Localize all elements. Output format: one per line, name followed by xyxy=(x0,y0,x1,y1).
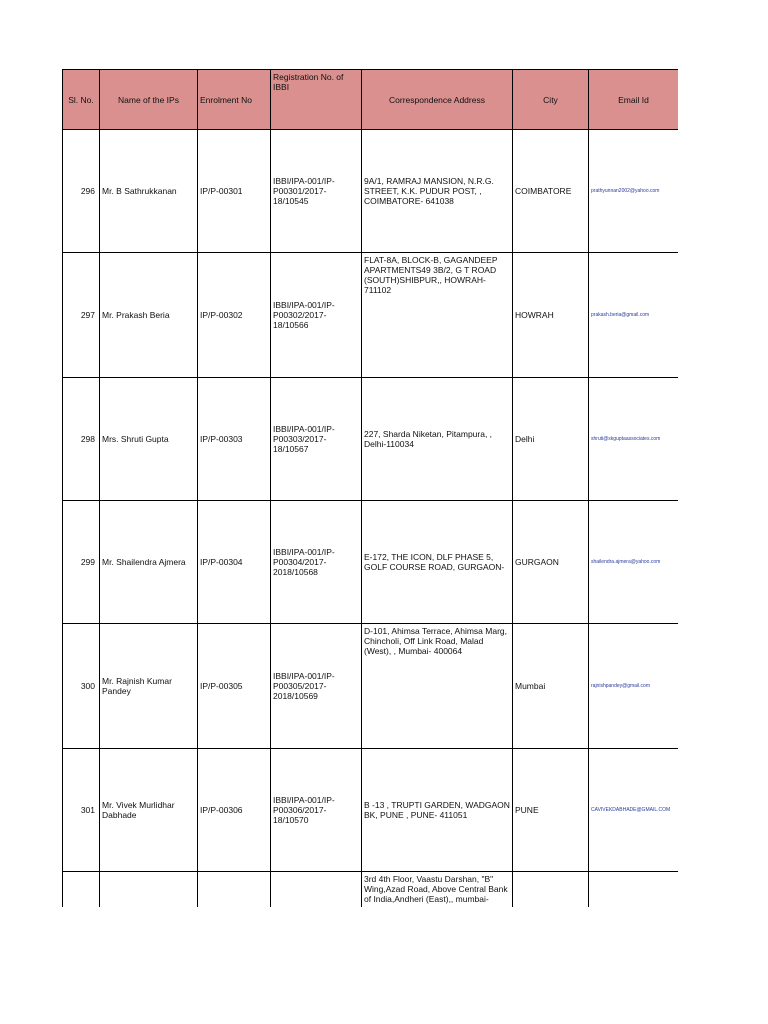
cell-enrolment: IP/P-00301 xyxy=(198,130,271,253)
table-row xyxy=(63,378,679,501)
cell-email[interactable]: CAVIVEKDABHADE@GMAIL.COM xyxy=(589,749,679,872)
cell-sl-no: 299 xyxy=(63,501,100,624)
cell-email[interactable]: prakash.beria@gmail.com xyxy=(589,253,679,378)
cell-sl-no: 296 xyxy=(63,130,100,253)
cell-city: Mumbai xyxy=(513,624,589,749)
header-address: Correspondence Address xyxy=(362,70,513,130)
cell-sl-no: 300 xyxy=(63,624,100,749)
cell-enrolment: IP/P-00304 xyxy=(198,501,271,624)
header-email: Email Id xyxy=(589,70,679,130)
cell-name: Mr. Rajnish Kumar Pandey xyxy=(100,624,198,749)
cell-city: Delhi xyxy=(513,378,589,501)
cell-name: Mr. Vivek Murlidhar Dabhade xyxy=(100,749,198,872)
cell-registration: IBBI/IPA-001/IP-P00302/2017-18/10566 xyxy=(271,253,362,378)
cell-name xyxy=(100,872,198,908)
cell-email[interactable]: rajnishpandey@gmail.com xyxy=(589,624,679,749)
cell-address: B -13 , TRUPTI GARDEN, WADGAON BK, PUNE , PUNE- 411051 xyxy=(362,749,513,872)
cell-enrolment: IP/P-00302 xyxy=(198,253,271,378)
header-name: Name of the IPs xyxy=(100,70,198,130)
cell-registration: IBBI/IPA-001/IP-P00303/2017-18/10567 xyxy=(271,378,362,501)
cell-address: 3rd 4th Floor, Vaastu Darshan, "B" Wing,Azad Road, Above Central Bank of India,Andheri (East),, mumbai- xyxy=(362,872,513,908)
cell-registration: IBBI/IPA-001/IP-P00305/2017-2018/10569 xyxy=(271,624,362,749)
table-row xyxy=(63,253,679,378)
ip-register-sheet xyxy=(62,69,678,907)
cell-city xyxy=(513,872,589,908)
header-city: City xyxy=(513,70,589,130)
cell-address: D-101, Ahimsa Terrace, Ahimsa Marg, Chincholi, Off Link Road, Malad (West), , Mumbai- 400064 xyxy=(362,624,513,749)
cell-enrolment: IP/P-00306 xyxy=(198,749,271,872)
cell-enrolment: IP/P-00303 xyxy=(198,378,271,501)
cell-sl-no: 297 xyxy=(63,253,100,378)
cell-email[interactable]: shailendra.ajmera@yahoo.com xyxy=(589,501,679,624)
cell-registration: IBBI/IPA-001/IP-P00304/2017-2018/10568 xyxy=(271,501,362,624)
ip-register-table xyxy=(62,69,678,907)
cell-email xyxy=(589,872,679,908)
header-sl-no: Sl. No. xyxy=(63,70,100,130)
header-registration: Registration No. of IBBI xyxy=(271,70,362,130)
cell-enrolment: IP/P-00305 xyxy=(198,624,271,749)
cell-sl-no xyxy=(63,872,100,908)
table-row xyxy=(63,130,679,253)
cell-name: Mr. Prakash Beria xyxy=(100,253,198,378)
table-row xyxy=(63,501,679,624)
header-row xyxy=(63,70,679,130)
cell-name: Mr. Shailendra Ajmera xyxy=(100,501,198,624)
cell-email[interactable]: shruti@skguptaassociates.com xyxy=(589,378,679,501)
cell-sl-no: 298 xyxy=(63,378,100,501)
cell-sl-no: 301 xyxy=(63,749,100,872)
cell-email[interactable]: prathyunnan2002@yahoo.com xyxy=(589,130,679,253)
cell-enrolment xyxy=(198,872,271,908)
cell-city: GURGAON xyxy=(513,501,589,624)
cell-address: 9A/1, RAMRAJ MANSION, N.R.G. STREET, K.K. PUDUR POST, , COIMBATORE- 641038 xyxy=(362,130,513,253)
cell-name: Mrs. Shruti Gupta xyxy=(100,378,198,501)
cell-registration: IBBI/IPA-001/IP-P00301/2017-18/10545 xyxy=(271,130,362,253)
cell-address: E-172, THE ICON, DLF PHASE 5, GOLF COURSE ROAD, GURGAON- xyxy=(362,501,513,624)
table-row xyxy=(63,624,679,749)
table-row-partial xyxy=(63,872,679,908)
cell-name: Mr. B Sathrukkanan xyxy=(100,130,198,253)
cell-address: 227, Sharda Niketan, Pitampura, , Delhi-110034 xyxy=(362,378,513,501)
cell-city: PUNE xyxy=(513,749,589,872)
cell-city: COIMBATORE xyxy=(513,130,589,253)
cell-address: FLAT-8A, BLOCK-B, GAGANDEEP APARTMENTS49 3B/2, G T ROAD (SOUTH)SHIBPUR,, HOWRAH- 711102 xyxy=(362,253,513,378)
cell-registration xyxy=(271,872,362,908)
table-row xyxy=(63,749,679,872)
cell-city: HOWRAH xyxy=(513,253,589,378)
cell-registration: IBBI/IPA-001/IP-P00306/2017-18/10570 xyxy=(271,749,362,872)
header-enrolment: Enrolment No xyxy=(198,70,271,130)
